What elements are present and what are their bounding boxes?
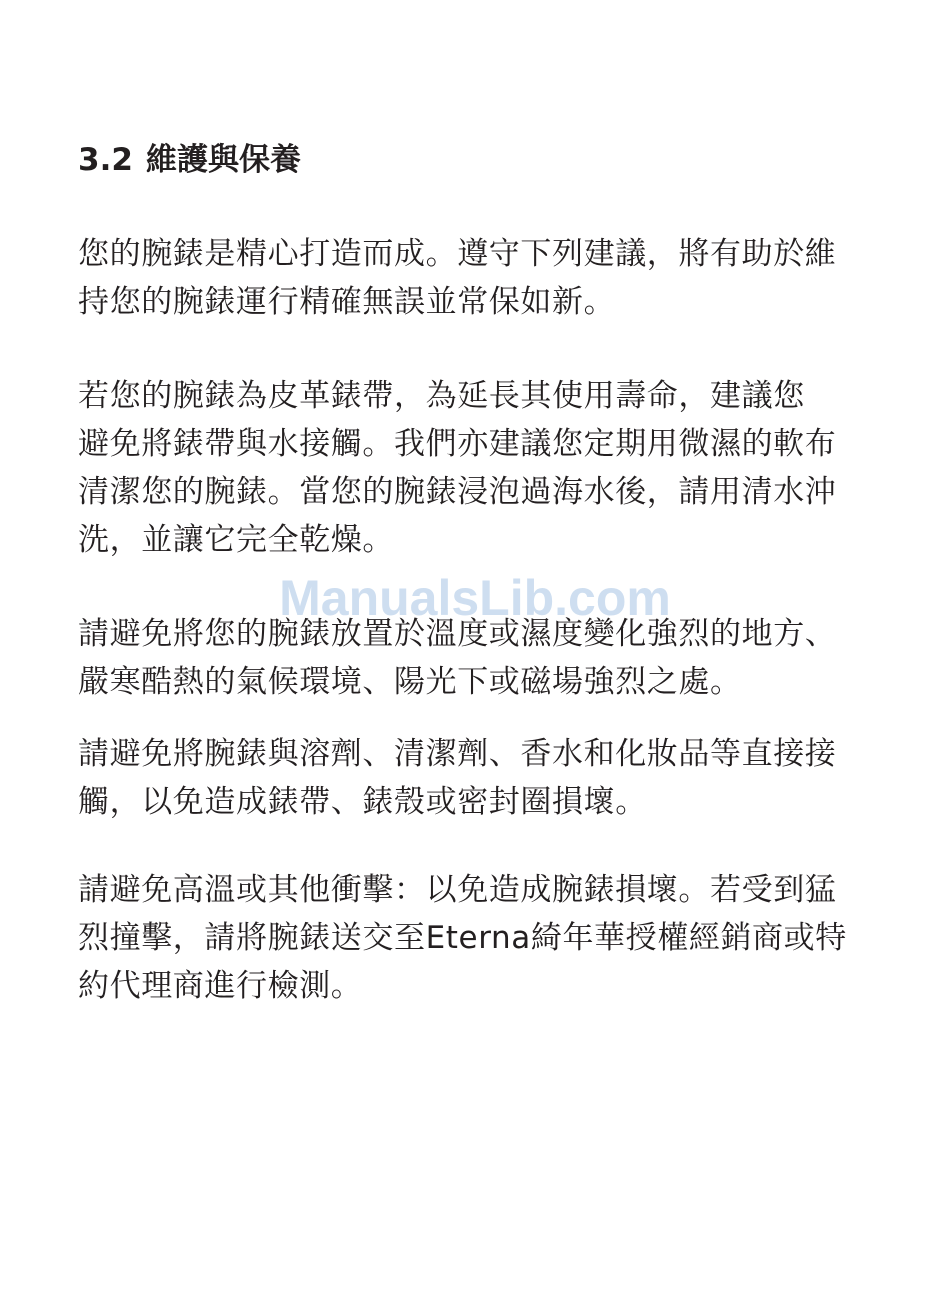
text-line: 請避免高溫或其他衝擊：以免造成腕錶損壞。若受到猛: [78, 872, 837, 908]
text-line: 請避免將您的腕錶放置於溫度或濕度變化強烈的地方、: [78, 616, 837, 652]
paragraph-leather-strap: [78, 372, 908, 564]
text-line: 避免將錶帶與水接觸。我們亦建議您定期用微濕的軟布: [78, 426, 837, 462]
text-line: 若您的腕錶為皮革錶帶，為延長其使用壽命，建議您: [78, 378, 805, 414]
paragraph-care-intro: [78, 230, 908, 326]
text-line: 觸，以免造成錶帶、錶殼或密封圈損壞。: [78, 784, 647, 820]
section-heading: [78, 138, 301, 182]
watermark: ManualsLib.com: [279, 570, 671, 626]
paragraph-environment: [78, 610, 908, 706]
text-line: 約代理商進行檢測。: [78, 968, 363, 1004]
text-line: 烈撞擊，請將腕錶送交至Eterna綺年華授權經銷商或特: [78, 920, 847, 956]
paragraph-chemicals: [78, 730, 908, 826]
text-line: 清潔您的腕錶。當您的腕錶浸泡過海水後，請用清水沖: [78, 474, 837, 510]
text-line: 您的腕錶是精心打造而成。遵守下列建議，將有助於維: [78, 236, 837, 272]
text-line: 請避免將腕錶與溶劑、清潔劑、香水和化妝品等直接接: [78, 736, 837, 772]
section-title: 維護與保養: [146, 142, 301, 178]
paragraph-shock: [78, 866, 908, 1010]
text-line: 持您的腕錶運行精確無誤並常保如新。: [78, 284, 616, 320]
text-line: 洗，並讓它完全乾燥。: [78, 522, 394, 558]
text-line: 嚴寒酷熱的氣候環境、陽光下或磁場強烈之處。: [78, 664, 742, 700]
section-number: 3.2: [78, 142, 133, 178]
